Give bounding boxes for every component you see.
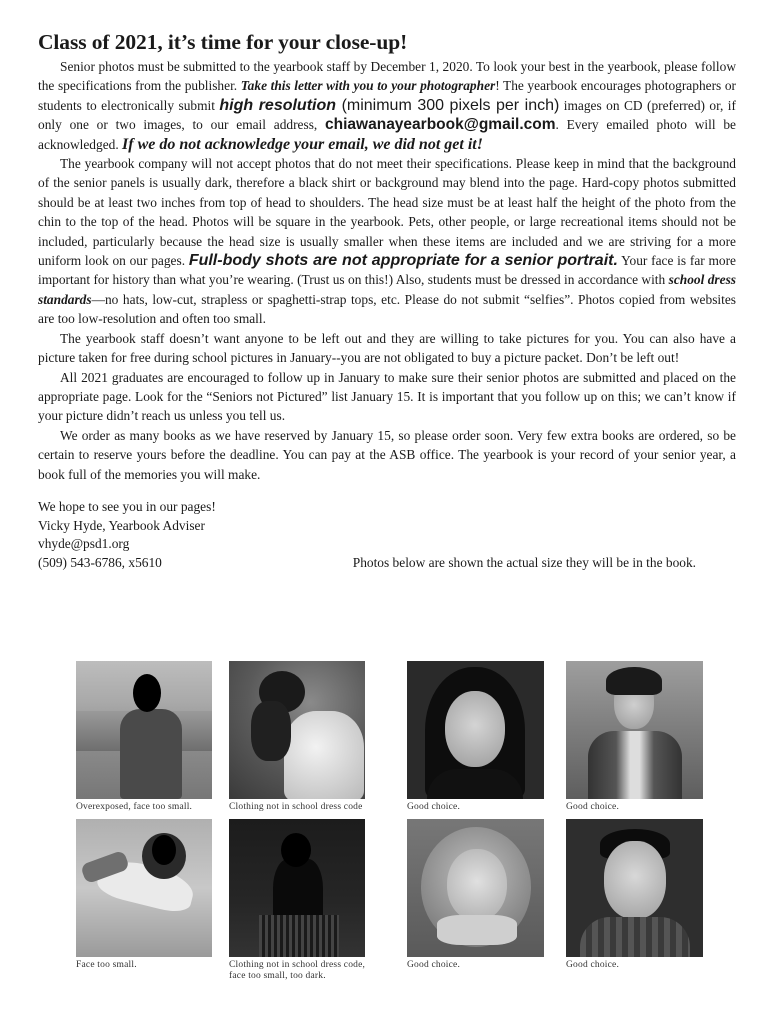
paragraph-specifications xyxy=(38,154,736,329)
photo-good-4 xyxy=(566,819,703,957)
adviser-name: Vicky Hyde, Yearbook Adviser xyxy=(38,517,205,533)
paragraph-submission xyxy=(38,57,736,154)
caption: Good choice. xyxy=(407,802,461,812)
phone-row xyxy=(38,554,736,573)
text: Senior photos must be submitted to the yearbook staff by December 1, 2020. To look your best in the yearbook, please follow the specifications from the publisher. xyxy=(38,59,736,94)
text-minimum-ppi: (minimum 300 pixels per inch) xyxy=(336,96,560,114)
caption: Good choice. xyxy=(566,960,620,970)
photo-face-too-small xyxy=(76,819,212,957)
paragraph-free-pictures: The yearbook staff doesn’t want anyone to be left out and they are willing to take pictures for you. You can also have a picture taken for free during school pictures in January--you are not obligated to buy a picture packet. Don’t be left out! xyxy=(38,330,736,366)
photo-good-3 xyxy=(407,819,544,957)
photo-overexposed xyxy=(76,661,212,799)
photo-dress-code xyxy=(229,661,365,799)
caption: Clothing not in school dress code, face too small, too dark. xyxy=(229,960,366,981)
photos-note: Photos below are shown the actual size they will be in the book. xyxy=(352,554,696,570)
caption: Clothing not in school dress code xyxy=(229,802,363,812)
text: ! The yearbook encourages photographers or students to electronically submit xyxy=(38,78,736,113)
signature-block xyxy=(38,498,736,572)
letter xyxy=(38,30,736,572)
photo-good-2 xyxy=(566,661,703,799)
emphasis-full-body: Full-body shots are not appropriate for a senior portrait. xyxy=(188,252,618,270)
photo-too-dark xyxy=(229,819,365,957)
caption: Good choice. xyxy=(566,802,620,812)
emphasis-high-resolution: high resolution xyxy=(219,96,337,114)
emphasis-acknowledge: If we do not acknowledge your email, we did not get it! xyxy=(122,135,483,153)
text: images on CD (preferred) or, if only one or two images, to our email address, xyxy=(38,97,736,133)
adviser-email: vhyde@psd1.org xyxy=(38,536,130,552)
emphasis-dress-standards: school dress standards xyxy=(38,272,736,307)
emphasis-take-letter: Take this letter with you to your photographer xyxy=(240,78,496,94)
paragraph-order-books: We order as many books as we have reserved by January 15, so please order soon. Very few extra books are ordered, so be certain to reserve yours before the deadline. You can pay at the ASB office. The yearbook is your record of your senior year, a book full of the memories you will make. xyxy=(38,427,736,482)
text: —no hats, low-cut, strapless or spaghetti-strap tops, etc. Please do not submit “selfies”. Photos copied from websites are too low-resolution and often too small. xyxy=(38,291,736,327)
adviser-phone: (509) 543-6786, x5610 xyxy=(38,554,162,570)
page-title: Class of 2021, it’s time for your close-up! xyxy=(38,30,408,54)
example-photos xyxy=(74,661,714,991)
text: . Every emailed photo will be acknowledged. xyxy=(38,117,736,152)
caption: Face too small. xyxy=(76,960,137,970)
photo-good-1 xyxy=(407,661,544,799)
text: Your face is far more important for history than what you’re wearing. (Trust us on this!) Also, students must be dressed in accordance with xyxy=(38,253,736,288)
text: The yearbook company will not accept photos that do not meet their specifications. Please keep in mind that the background of the senior panels is usually dark, therefore a black shirt or background may blend into the page. Hard-copy photos submitted should be at least two inches from top of head to shoulders. The head size must be at least half the height of the photo from the chin to the top of the head. Photos will be square in the yearbook. Pets, other people, or large recreational items should not be included, particularly because the head size is usually smaller when these items are included and we are striving for a more uniform look on our pages. xyxy=(38,156,736,269)
yearbook-email: chiawanayearbook@gmail.com xyxy=(325,116,556,134)
caption: Overexposed, face too small. xyxy=(76,802,193,812)
caption: Good choice. xyxy=(407,960,461,970)
paragraph-follow-up: All 2021 graduates are encouraged to follow up in January to make sure their senior photos are submitted and placed on the appropriate page. Look for the “Seniors not Pictured” list January 15. It is important that you follow up on this; we can’t know if your picture didn’t reach us unless you tell us. xyxy=(38,369,736,424)
closing-line: We hope to see you in our pages! xyxy=(38,498,216,514)
